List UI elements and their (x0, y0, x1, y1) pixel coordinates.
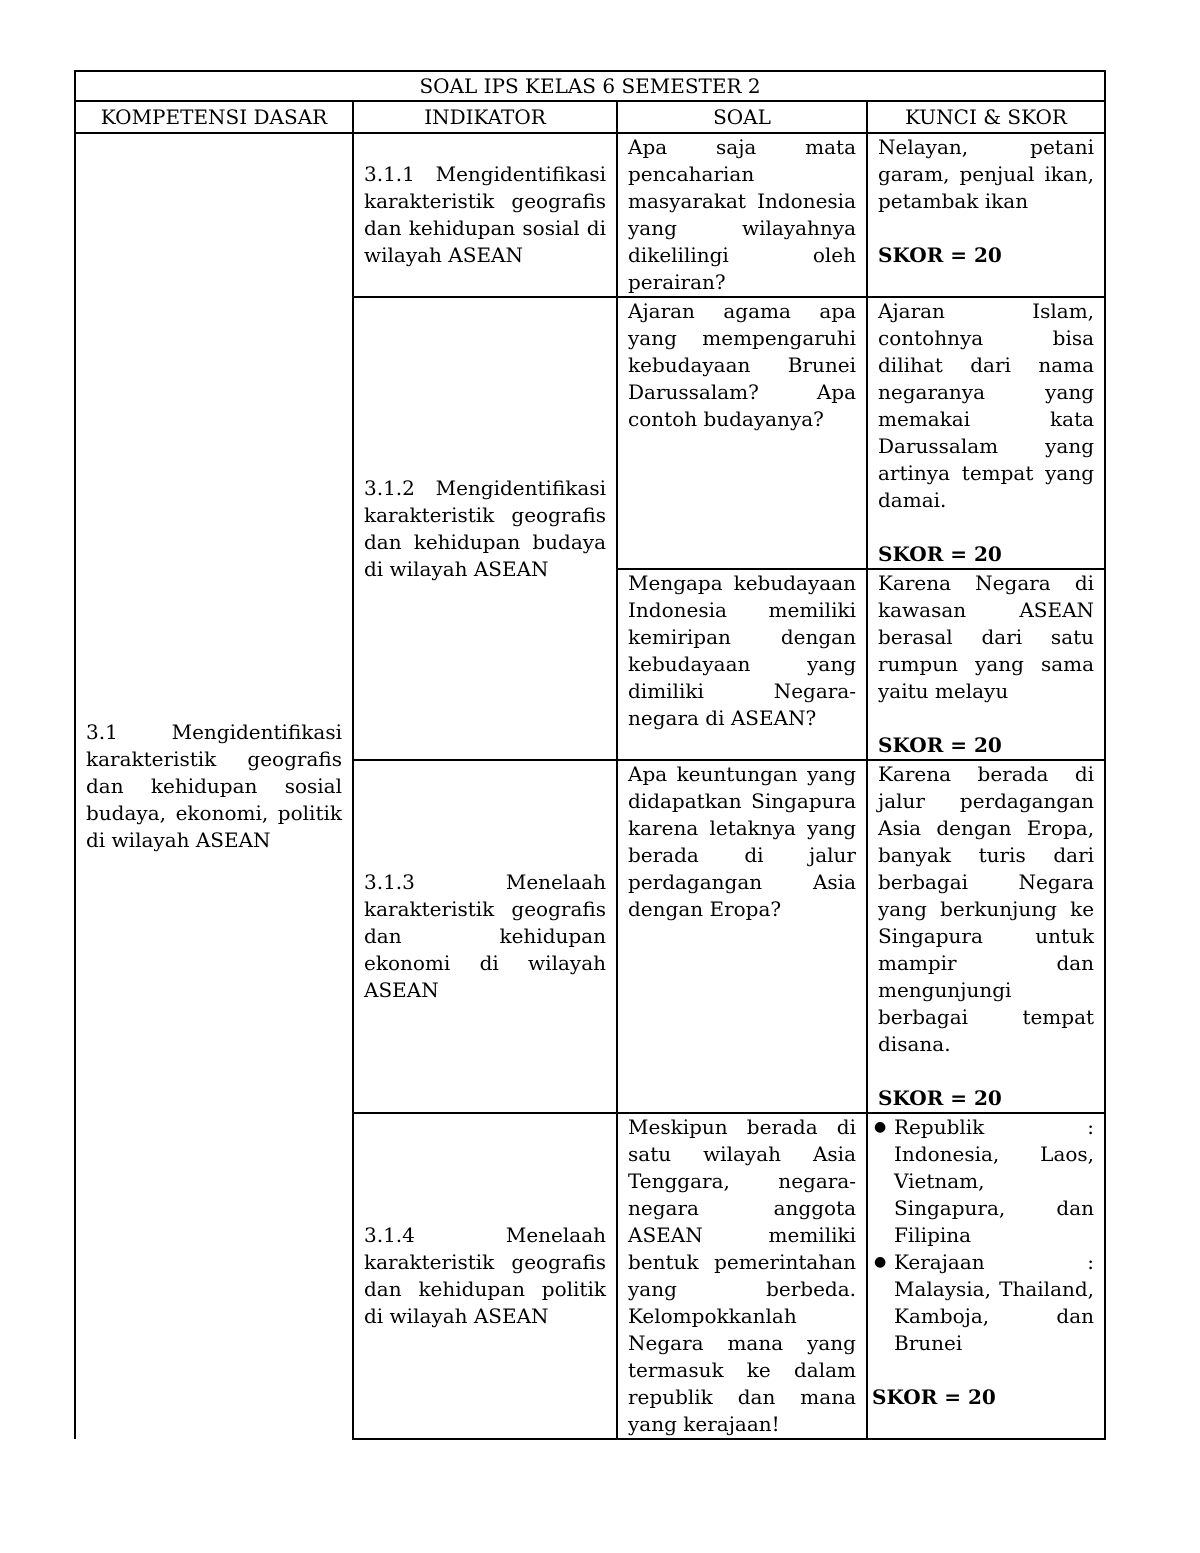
kunci-text: Nelayan, petani garam, penjual ikan, petambak ikan (878, 135, 1095, 213)
indikator-cell-3 (353, 760, 617, 1113)
header-kompetensi-dasar: KOMPETENSI DASAR (75, 101, 353, 133)
indikator-text: 3.1.4 Menelaah karakteristik geografis dan kehidupan politik di wilayah ASEAN (364, 1223, 606, 1328)
header-indikator: INDIKATOR (353, 101, 617, 133)
soal-cell-2 (617, 297, 867, 569)
soal-cell-4 (617, 760, 867, 1113)
kunci-text: Karena berada di jalur perdagangan Asia dengan Eropa, banyak turis dari berbagai Negara yang berkunjung ke Singapura untuk mampir dan mengunjungi berbagai tempat disana. (878, 762, 1095, 1056)
bullet-icon: ● (874, 1119, 887, 1135)
kunci-cell-3 (867, 569, 1105, 760)
kunci-cell-2 (867, 297, 1105, 569)
kunci-cell-1 (867, 133, 1105, 297)
indikator-cell-1 (353, 133, 617, 297)
kunci-cell-4 (867, 760, 1105, 1113)
soal-table (74, 70, 1106, 1440)
header-kunci-skor: KUNCI & SKOR (867, 101, 1105, 133)
kunci-text: Karena Negara di kawasan ASEAN berasal dari satu rumpun yang sama yaitu melayu (878, 571, 1095, 703)
table-title: SOAL IPS KELAS 6 SEMESTER 2 (75, 71, 1105, 101)
indikator-cell-2 (353, 297, 617, 760)
bullet-icon: ● (874, 1254, 887, 1270)
indikator-text: 3.1.3 Menelaah karakteristik geografis dan kehidupan ekonomi di wilayah ASEAN (364, 870, 606, 1002)
kunci-text: Ajaran Islam, contohnya bisa dilihat dari nama negaranya yang memakai kata Darussalam yang artinya tempat yang damai. (878, 299, 1095, 512)
soal-cell-1 (617, 133, 867, 297)
skor-label: SKOR = 20 (878, 542, 1002, 566)
list-item (874, 1249, 1095, 1357)
header-soal: SOAL (617, 101, 867, 133)
skor-label: SKOR = 20 (872, 1385, 996, 1409)
kunci-cell-5 (867, 1113, 1105, 1439)
indikator-cell-4 (353, 1113, 617, 1439)
skor-label: SKOR = 20 (878, 243, 1002, 267)
list-item (874, 1114, 1095, 1249)
indikator-text: 3.1.2 Mengidentifikasi karakteristik geografis dan kehidupan budaya di wilayah ASEAN (364, 475, 606, 581)
kompetensi-dasar-text: 3.1 Mengidentifikasi karakteristik geografis dan kehidupan sosial budaya, ekonomi, politik di wilayah ASEAN (86, 720, 342, 852)
soal-text: Mengapa kebudayaan Indonesia memiliki kemiripan dengan kebudayaan yang dimiliki Negara-negara di ASEAN? (628, 571, 856, 730)
skor-label: SKOR = 20 (878, 733, 1002, 757)
kunci-list-text: Kerajaan : Malaysia, Thailand, Kamboja, dan Brunei (894, 1250, 1095, 1355)
kunci-list (872, 1114, 1094, 1357)
soal-text: Meskipun berada di satu wilayah Asia Tenggara, negara-negara anggota ASEAN memiliki bentuk pemerintahan yang berbeda. Kelompokkanlah Negara mana yang termasuk ke dalam republik dan mana yang kerajaan! (628, 1115, 856, 1436)
soal-text: Apa saja mata pencaharian masyarakat Indonesia yang wilayahnya dikelilingi oleh perairan? (628, 135, 856, 294)
soal-text: Ajaran agama apa yang mempengaruhi kebudayaan Brunei Darussalam? Apa contoh budayanya? (628, 299, 856, 431)
soal-cell-5 (617, 1113, 867, 1439)
soal-cell-3 (617, 569, 867, 760)
soal-text: Apa keuntungan yang didapatkan Singapura karena letaknya yang berada di jalur perdagangan Asia dengan Eropa? (628, 762, 856, 921)
kompetensi-dasar-cell (75, 133, 353, 1439)
indikator-text: 3.1.1 Mengidentifikasi karakteristik geografis dan kehidupan sosial di wilayah ASEAN (364, 162, 606, 267)
skor-label: SKOR = 20 (878, 1086, 1002, 1110)
kunci-list-text: Republik : Indonesia, Laos, Vietnam, Singapura, dan Filipina (894, 1115, 1095, 1247)
